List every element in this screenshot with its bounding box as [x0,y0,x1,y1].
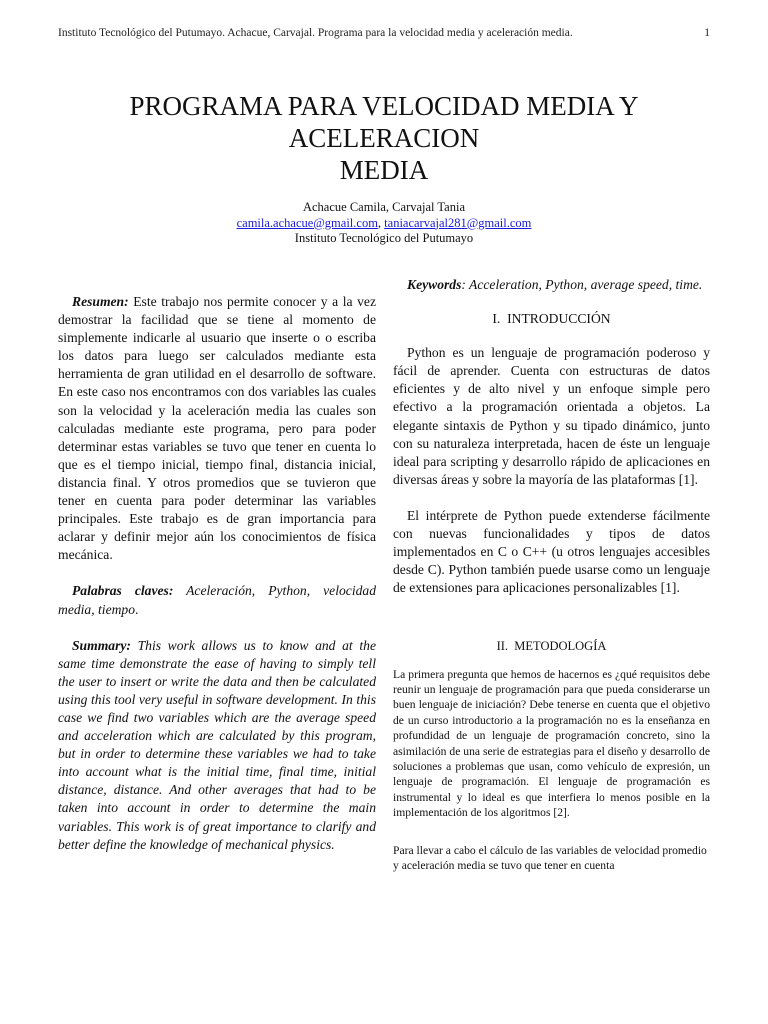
method-paragraph-1: La primera pregunta que hemos de hacernos es ¿qué requisitos debe reunir un lenguaje de programación para que pueda considerarse un buen lenguaje de iniciación? Debe tenerse en cuenta que el objetivo de un curso introductorio a la programación no es la enseñanza en profundidad de un lenguaje de programación concreto, sino la asimilación de una serie de estrategias para el diseño y desarrollo de soluciones a problemas que usan, como vehículo de expresión, un lenguaje de programación. El lenguaje de programación es instrumental y lo ideal es que interfiera lo menos posible en la implementación de los algoritmos [2]. [393,667,710,820]
title-line-1: PROGRAMA PARA VELOCIDAD MEDIA Y [129,91,639,121]
author-institution: Instituto Tecnológico del Putumayo [294,231,474,245]
section-title: INTRODUCCIÓN [507,311,611,327]
left-column [58,293,376,854]
abstract-spanish [58,293,376,564]
email-link-2[interactable]: taniacarvajal281@gmail.com [384,215,532,230]
author-emails [0,216,768,232]
running-title: Instituto Tecnológico del Putumayo. Achacue, Carvajal. Programa para la velocidad media y aceleración media. [58,27,573,39]
right-column [393,276,710,873]
section-heading-metodologia [393,637,710,655]
palabras-end: . [135,601,139,617]
palabras-text: Aceleración, Python, velocidad media, tiempo [58,583,376,617]
keywords-english [393,276,710,294]
resumen-label: Resumen: [72,294,129,309]
running-header [58,27,710,39]
email-link-1[interactable]: camila.achacue@gmail.com [236,215,378,230]
summary-label: Summary: [72,637,131,653]
section-heading-introduccion [393,310,710,328]
keywords-label: Keywords [407,277,462,292]
section-title: METODOLOGÍA [514,639,607,654]
author-names: Achacue Camila, Carvajal Tania [302,200,466,214]
resumen-text: Este trabajo nos permite conocer y a la vez demostrar la facilidad que se tiene al momento de simplemente indicarle al usuario que inserte o o escriba los datos para luego ser calculados mediante esta herramienta de gran utilidad en el desarrollo de software. En este caso nos encontramos con dos variables las cuales son la velocidad y la aceleración media las cuales son calculadas mediante este programa, pero para poder determinar estas variables se tuvo que tener en cuenta lo que es el tiempo inicial, tiempo final, distancia inicial, distancia final. Y otros promedios que se tuvieron que tener en cuenta para poder determinar las variables principales. Este trabajo es de gran importancia para aclarar y definir mejor aún los conocimientos de física mecánica. [58,294,376,563]
email-separator: , [377,215,385,230]
section-number: II. [496,639,509,654]
abstract-english [58,637,376,854]
title-line-3: MEDIA [339,155,429,185]
palabras-label: Palabras claves: [72,583,174,599]
page-number: 1 [704,27,710,39]
intro-paragraph-2: El intérprete de Python puede extenderse fácilmente con nuevas funcionalidades y tipos de datos implementados en C o C++ (u otros lenguajes accesibles desde C). Python también puede usarse como un lenguaje de extensiones para aplicaciones personalizables [1]. [393,507,710,596]
author-block [0,200,768,247]
section-number: I. [492,311,501,327]
keywords-text: : Acceleration, Python, average speed, time. [461,277,703,292]
method-paragraph-2: Para llevar a cabo el cálculo de las variables de velocidad promedio y aceleración media se tuvo que tener en cuenta [393,843,707,872]
summary-text: This work allows us to know and at the same time demonstrate the ease of having to simply tell the user to insert or write the data and then be calculated using this tool very useful in software development. In this case we find two variables which are the average speed and acceleration which are calculated by this program, but in order to determine these variables we had to take into account what is the initial time, final time, initial distance, distance. And other averages that had to be taken into account in order to determine the main variables. This work is of great importance to clarify and better define the knowledge of mechanical physics. [58,637,376,852]
paper-title [0,90,768,186]
keywords-spanish [58,582,376,618]
intro-paragraph-1: Python es un lenguaje de programación poderoso y fácil de aprender. Cuenta con estructuras de datos eficientes y de alto nivel y un enfoque simple pero efectivo a la programación orientada a objetos. La elegante sintaxis de Python y su tipado dinámico, junto con su naturaleza interpretada, hacen de éste un lenguaje ideal para scripting y desarrollo rápido de aplicaciones en diversas áreas y sobre la mayoría de las plataformas [1]. [393,345,710,487]
title-line-2: ACELERACION [288,123,480,153]
